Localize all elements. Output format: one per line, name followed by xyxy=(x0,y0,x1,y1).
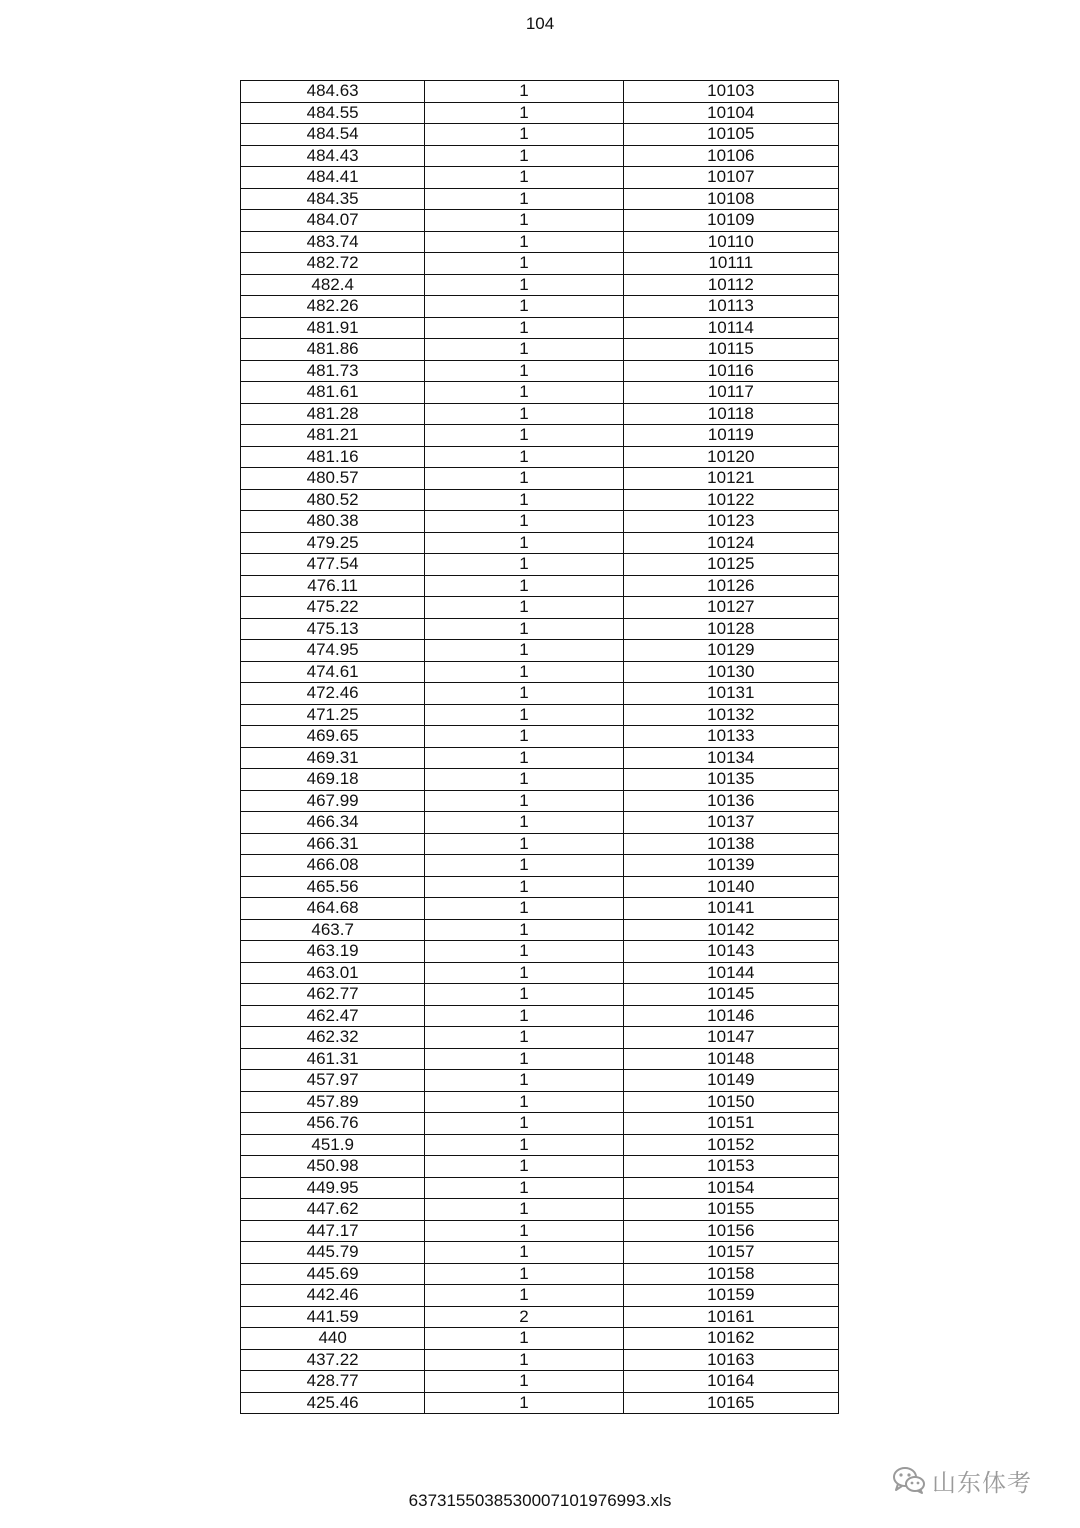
score-cell: 480.38 xyxy=(241,511,425,533)
table-row xyxy=(241,747,839,769)
table-row xyxy=(241,1070,839,1092)
count-cell: 1 xyxy=(425,339,623,361)
count-cell: 1 xyxy=(425,145,623,167)
table-row xyxy=(241,597,839,619)
rank-cell: 10128 xyxy=(623,618,838,640)
rank-cell: 10141 xyxy=(623,898,838,920)
table-row xyxy=(241,317,839,339)
rank-cell: 10136 xyxy=(623,790,838,812)
count-cell: 1 xyxy=(425,812,623,834)
score-cell: 476.11 xyxy=(241,575,425,597)
table-row xyxy=(241,790,839,812)
table-row xyxy=(241,876,839,898)
score-cell: 475.22 xyxy=(241,597,425,619)
table-row xyxy=(241,1349,839,1371)
score-cell: 469.31 xyxy=(241,747,425,769)
score-cell: 462.32 xyxy=(241,1027,425,1049)
table-row xyxy=(241,145,839,167)
rank-cell: 10140 xyxy=(623,876,838,898)
table-row xyxy=(241,962,839,984)
rank-cell: 10135 xyxy=(623,769,838,791)
count-cell: 1 xyxy=(425,1220,623,1242)
rank-cell: 10104 xyxy=(623,102,838,124)
table-row xyxy=(241,704,839,726)
score-cell: 469.18 xyxy=(241,769,425,791)
table-row xyxy=(241,726,839,748)
score-cell: 483.74 xyxy=(241,231,425,253)
count-cell: 1 xyxy=(425,833,623,855)
rank-cell: 10122 xyxy=(623,489,838,511)
rank-cell: 10120 xyxy=(623,446,838,468)
rank-cell: 10163 xyxy=(623,1349,838,1371)
table-row xyxy=(241,1091,839,1113)
score-cell: 479.25 xyxy=(241,532,425,554)
table-row xyxy=(241,640,839,662)
rank-cell: 10142 xyxy=(623,919,838,941)
rank-cell: 10162 xyxy=(623,1328,838,1350)
count-cell: 1 xyxy=(425,124,623,146)
table-row xyxy=(241,812,839,834)
score-cell: 445.79 xyxy=(241,1242,425,1264)
count-cell: 1 xyxy=(425,747,623,769)
count-cell: 1 xyxy=(425,1392,623,1414)
score-cell: 484.63 xyxy=(241,81,425,103)
rank-cell: 10111 xyxy=(623,253,838,275)
table-row xyxy=(241,188,839,210)
rank-cell: 10148 xyxy=(623,1048,838,1070)
count-cell: 1 xyxy=(425,1156,623,1178)
rank-cell: 10127 xyxy=(623,597,838,619)
table-row xyxy=(241,1199,839,1221)
rank-cell: 10126 xyxy=(623,575,838,597)
rank-cell: 10143 xyxy=(623,941,838,963)
score-cell: 482.4 xyxy=(241,274,425,296)
count-cell: 1 xyxy=(425,489,623,511)
rank-cell: 10123 xyxy=(623,511,838,533)
table-row xyxy=(241,1220,839,1242)
score-cell: 451.9 xyxy=(241,1134,425,1156)
score-cell: 428.77 xyxy=(241,1371,425,1393)
count-cell: 1 xyxy=(425,1005,623,1027)
score-cell: 472.46 xyxy=(241,683,425,705)
score-cell: 484.54 xyxy=(241,124,425,146)
table-row xyxy=(241,833,839,855)
count-cell: 1 xyxy=(425,167,623,189)
score-cell: 481.21 xyxy=(241,425,425,447)
rank-cell: 10157 xyxy=(623,1242,838,1264)
score-cell: 462.77 xyxy=(241,984,425,1006)
count-cell: 1 xyxy=(425,640,623,662)
rank-cell: 10116 xyxy=(623,360,838,382)
score-cell: 447.62 xyxy=(241,1199,425,1221)
count-cell: 1 xyxy=(425,1199,623,1221)
rank-cell: 10153 xyxy=(623,1156,838,1178)
rank-cell: 10158 xyxy=(623,1263,838,1285)
count-cell: 1 xyxy=(425,575,623,597)
count-cell: 1 xyxy=(425,210,623,232)
rank-cell: 10137 xyxy=(623,812,838,834)
score-cell: 481.91 xyxy=(241,317,425,339)
rank-cell: 10161 xyxy=(623,1306,838,1328)
rank-cell: 10146 xyxy=(623,1005,838,1027)
count-cell: 1 xyxy=(425,1263,623,1285)
score-cell: 462.47 xyxy=(241,1005,425,1027)
rank-cell: 10131 xyxy=(623,683,838,705)
count-cell: 1 xyxy=(425,81,623,103)
count-cell: 1 xyxy=(425,618,623,640)
table-row xyxy=(241,661,839,683)
rank-cell: 10155 xyxy=(623,1199,838,1221)
table-row xyxy=(241,1263,839,1285)
count-cell: 1 xyxy=(425,1091,623,1113)
count-cell: 1 xyxy=(425,1134,623,1156)
table-row xyxy=(241,1134,839,1156)
table-row xyxy=(241,941,839,963)
count-cell: 1 xyxy=(425,382,623,404)
count-cell: 1 xyxy=(425,1177,623,1199)
table-row xyxy=(241,81,839,103)
score-cell: 466.08 xyxy=(241,855,425,877)
table-row xyxy=(241,984,839,1006)
rank-cell: 10115 xyxy=(623,339,838,361)
table-row xyxy=(241,360,839,382)
rank-cell: 10105 xyxy=(623,124,838,146)
count-cell: 1 xyxy=(425,1349,623,1371)
page-number: 104 xyxy=(525,14,555,33)
score-cell: 465.56 xyxy=(241,876,425,898)
score-cell: 482.72 xyxy=(241,253,425,275)
table-row xyxy=(241,1242,839,1264)
rank-cell: 10164 xyxy=(623,1371,838,1393)
watermark xyxy=(892,1462,1032,1498)
rank-cell: 10150 xyxy=(623,1091,838,1113)
score-cell: 469.65 xyxy=(241,726,425,748)
score-cell: 484.07 xyxy=(241,210,425,232)
score-cell: 477.54 xyxy=(241,554,425,576)
rank-cell: 10152 xyxy=(623,1134,838,1156)
rank-cell: 10139 xyxy=(623,855,838,877)
rank-cell: 10132 xyxy=(623,704,838,726)
score-cell: 461.31 xyxy=(241,1048,425,1070)
rank-cell: 10159 xyxy=(623,1285,838,1307)
count-cell: 1 xyxy=(425,769,623,791)
count-cell: 1 xyxy=(425,1328,623,1350)
count-cell: 1 xyxy=(425,898,623,920)
rank-cell: 10108 xyxy=(623,188,838,210)
rank-cell: 10133 xyxy=(623,726,838,748)
table-row xyxy=(241,1306,839,1328)
score-cell: 481.86 xyxy=(241,339,425,361)
count-cell: 1 xyxy=(425,597,623,619)
score-cell: 481.73 xyxy=(241,360,425,382)
count-cell: 1 xyxy=(425,1113,623,1135)
score-cell: 480.52 xyxy=(241,489,425,511)
score-cell: 471.25 xyxy=(241,704,425,726)
table-row xyxy=(241,511,839,533)
table-row xyxy=(241,1113,839,1135)
table-row xyxy=(241,1027,839,1049)
rank-cell: 10144 xyxy=(623,962,838,984)
score-cell: 445.69 xyxy=(241,1263,425,1285)
score-rank-table xyxy=(240,80,839,1414)
rank-cell: 10119 xyxy=(623,425,838,447)
rank-cell: 10154 xyxy=(623,1177,838,1199)
count-cell: 1 xyxy=(425,984,623,1006)
score-cell: 474.95 xyxy=(241,640,425,662)
count-cell: 1 xyxy=(425,317,623,339)
table-row xyxy=(241,489,839,511)
count-cell: 1 xyxy=(425,1070,623,1092)
table-row xyxy=(241,1328,839,1350)
table-row xyxy=(241,532,839,554)
count-cell: 1 xyxy=(425,188,623,210)
rank-cell: 10124 xyxy=(623,532,838,554)
score-cell: 464.68 xyxy=(241,898,425,920)
rank-cell: 10129 xyxy=(623,640,838,662)
rank-cell: 10118 xyxy=(623,403,838,425)
rank-cell: 10134 xyxy=(623,747,838,769)
table-row xyxy=(241,618,839,640)
rank-cell: 10130 xyxy=(623,661,838,683)
count-cell: 1 xyxy=(425,360,623,382)
score-cell: 484.35 xyxy=(241,188,425,210)
table-body xyxy=(241,81,839,1414)
score-cell: 481.16 xyxy=(241,446,425,468)
table-row xyxy=(241,855,839,877)
rank-cell: 10114 xyxy=(623,317,838,339)
watermark-text: 山东体考 xyxy=(932,1468,1032,1497)
count-cell: 1 xyxy=(425,683,623,705)
rank-cell: 10149 xyxy=(623,1070,838,1092)
score-cell: 466.31 xyxy=(241,833,425,855)
table-row xyxy=(241,1048,839,1070)
footer-filename: 637315503853000710197699З.xls xyxy=(408,1491,672,1510)
count-cell: 1 xyxy=(425,296,623,318)
count-cell: 1 xyxy=(425,102,623,124)
table-row xyxy=(241,1392,839,1414)
rank-cell: 10112 xyxy=(623,274,838,296)
table-row xyxy=(241,425,839,447)
count-cell: 1 xyxy=(425,403,623,425)
table-row xyxy=(241,339,839,361)
count-cell: 1 xyxy=(425,1048,623,1070)
rank-cell: 10103 xyxy=(623,81,838,103)
rank-cell: 10147 xyxy=(623,1027,838,1049)
score-cell: 463.7 xyxy=(241,919,425,941)
score-cell: 440 xyxy=(241,1328,425,1350)
count-cell: 1 xyxy=(425,468,623,490)
score-cell: 466.34 xyxy=(241,812,425,834)
table-row xyxy=(241,769,839,791)
table-row xyxy=(241,919,839,941)
table-row xyxy=(241,554,839,576)
count-cell: 1 xyxy=(425,554,623,576)
score-cell: 450.98 xyxy=(241,1156,425,1178)
rank-cell: 10117 xyxy=(623,382,838,404)
count-cell: 1 xyxy=(425,1285,623,1307)
rank-cell: 10145 xyxy=(623,984,838,1006)
rank-cell: 10106 xyxy=(623,145,838,167)
table-row xyxy=(241,468,839,490)
score-cell: 449.95 xyxy=(241,1177,425,1199)
rank-cell: 10151 xyxy=(623,1113,838,1135)
count-cell: 1 xyxy=(425,661,623,683)
count-cell: 1 xyxy=(425,274,623,296)
rank-cell: 10121 xyxy=(623,468,838,490)
score-cell: 442.46 xyxy=(241,1285,425,1307)
table-row xyxy=(241,898,839,920)
count-cell: 1 xyxy=(425,941,623,963)
score-cell: 481.61 xyxy=(241,382,425,404)
score-cell: 480.57 xyxy=(241,468,425,490)
count-cell: 2 xyxy=(425,1306,623,1328)
table-row xyxy=(241,1371,839,1393)
table-row xyxy=(241,167,839,189)
score-cell: 467.99 xyxy=(241,790,425,812)
table-row xyxy=(241,102,839,124)
table-row xyxy=(241,575,839,597)
count-cell: 1 xyxy=(425,919,623,941)
score-cell: 484.43 xyxy=(241,145,425,167)
score-cell: 437.22 xyxy=(241,1349,425,1371)
table-row xyxy=(241,296,839,318)
score-cell: 475.13 xyxy=(241,618,425,640)
count-cell: 1 xyxy=(425,962,623,984)
count-cell: 1 xyxy=(425,425,623,447)
count-cell: 1 xyxy=(425,1371,623,1393)
score-cell: 474.61 xyxy=(241,661,425,683)
table-row xyxy=(241,382,839,404)
score-cell: 441.59 xyxy=(241,1306,425,1328)
score-cell: 457.89 xyxy=(241,1091,425,1113)
count-cell: 1 xyxy=(425,876,623,898)
rank-cell: 10110 xyxy=(623,231,838,253)
score-cell: 425.46 xyxy=(241,1392,425,1414)
table-row xyxy=(241,1285,839,1307)
wechat-icon xyxy=(892,1465,926,1495)
table-row xyxy=(241,1156,839,1178)
table-row xyxy=(241,253,839,275)
table-row xyxy=(241,446,839,468)
table-row xyxy=(241,124,839,146)
count-cell: 1 xyxy=(425,532,623,554)
count-cell: 1 xyxy=(425,790,623,812)
table-row xyxy=(241,231,839,253)
score-cell: 456.76 xyxy=(241,1113,425,1135)
score-cell: 457.97 xyxy=(241,1070,425,1092)
score-cell: 463.01 xyxy=(241,962,425,984)
rank-cell: 10113 xyxy=(623,296,838,318)
rank-cell: 10109 xyxy=(623,210,838,232)
score-cell: 482.26 xyxy=(241,296,425,318)
count-cell: 1 xyxy=(425,511,623,533)
count-cell: 1 xyxy=(425,231,623,253)
table-row xyxy=(241,274,839,296)
score-cell: 484.41 xyxy=(241,167,425,189)
score-cell: 463.19 xyxy=(241,941,425,963)
score-cell: 447.17 xyxy=(241,1220,425,1242)
count-cell: 1 xyxy=(425,855,623,877)
count-cell: 1 xyxy=(425,1027,623,1049)
score-cell: 484.55 xyxy=(241,102,425,124)
count-cell: 1 xyxy=(425,726,623,748)
rank-cell: 10125 xyxy=(623,554,838,576)
count-cell: 1 xyxy=(425,446,623,468)
table-row xyxy=(241,1177,839,1199)
rank-cell: 10138 xyxy=(623,833,838,855)
count-cell: 1 xyxy=(425,253,623,275)
count-cell: 1 xyxy=(425,704,623,726)
table-row xyxy=(241,683,839,705)
rank-cell: 10156 xyxy=(623,1220,838,1242)
count-cell: 1 xyxy=(425,1242,623,1264)
table-row xyxy=(241,210,839,232)
rank-cell: 10107 xyxy=(623,167,838,189)
table-row xyxy=(241,1005,839,1027)
score-cell: 481.28 xyxy=(241,403,425,425)
rank-cell: 10165 xyxy=(623,1392,838,1414)
table-row xyxy=(241,403,839,425)
